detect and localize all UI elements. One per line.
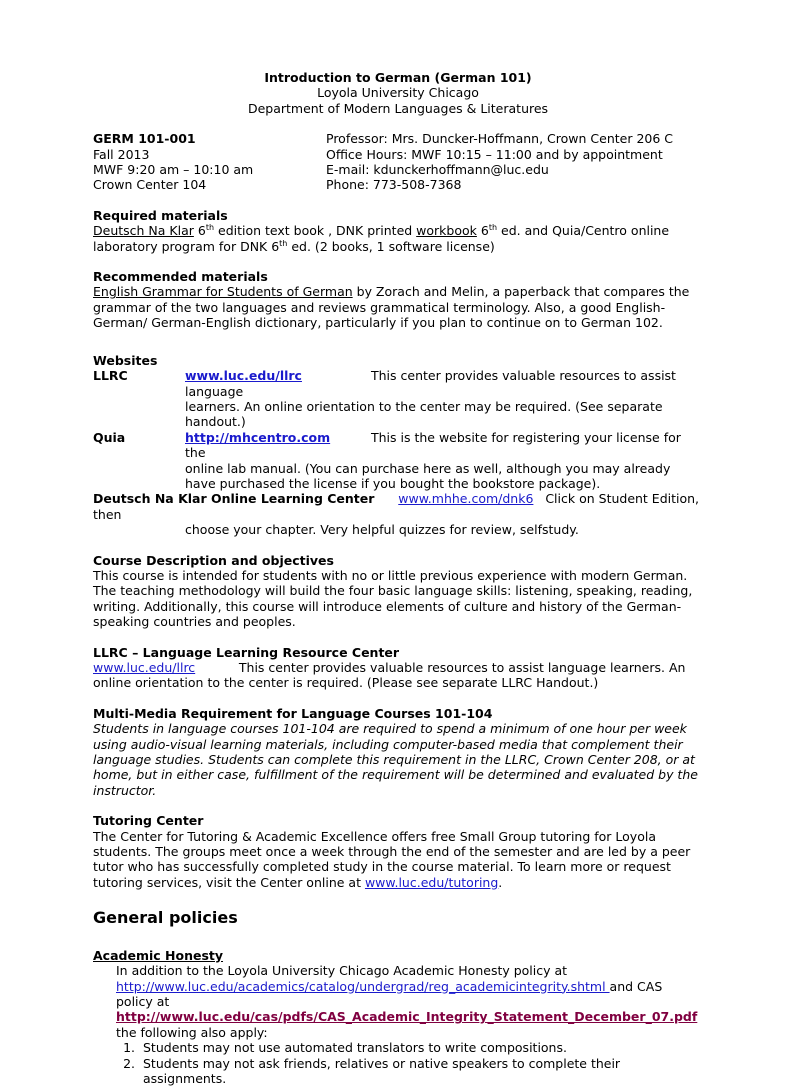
- academic-honesty-apply: the following also apply:: [116, 1024, 268, 1040]
- quia-description-cont: online lab manual. (You can purchase here as well, although you may already have purchased the license if you bought the bookstore package).: [185, 460, 671, 491]
- required-materials-section: [93, 208, 703, 254]
- academic-honesty-heading: Academic Honesty: [93, 947, 224, 963]
- superscript: th: [279, 238, 288, 248]
- text-span: edition text book , DNK printed: [214, 223, 417, 239]
- academic-honesty-links: [116, 979, 703, 1010]
- university-name: Loyola University Chicago: [317, 85, 479, 101]
- multimedia-section: [93, 706, 703, 798]
- text-span: and CAS policy at: [116, 978, 663, 1009]
- llrc-section-link[interactable]: www.luc.edu/llrc: [93, 660, 196, 675]
- dnk-description-cont: choose your chapter. Very helpful quizzes for review, selfstudy.: [185, 522, 579, 538]
- dnk-website-row: [93, 491, 703, 522]
- academic-honesty-intro: In addition to the Loyola University Chicago Academic Honesty policy at: [116, 963, 568, 979]
- office-hours-line: Office Hours: MWF 10:15 – 11:00 and by appointment: [326, 146, 663, 162]
- tutoring-heading: Tutoring Center: [93, 813, 204, 829]
- recommended-materials-section: [93, 269, 703, 331]
- dnk-label: Deutsch Na Klar Online Learning Center: [93, 491, 375, 507]
- text-span: by Zorach and Melin, a paperback that compares the grammar of the two languages and reviews grammatical terminology. Also, a good English-German/ German-English dictionary, particularly if you plan to continue on to German 102.: [93, 284, 690, 331]
- course-time: MWF 9:20 am – 10:10 am: [93, 162, 254, 178]
- grammar-book-title: English Grammar for Students of German: [93, 284, 353, 300]
- course-room: Crown Center 104: [93, 177, 207, 193]
- academic-honesty-rules: [116, 1040, 703, 1086]
- course-description-section: [93, 553, 703, 630]
- text-span: ed. (2 books, 1 software license): [287, 238, 495, 254]
- dnk-description: Click on Student Edition, then: [93, 491, 700, 522]
- course-info: [93, 131, 703, 193]
- llrc-text: [93, 660, 703, 691]
- course-description-text: This course is intended for students with no or little previous experience with modern German. The teaching methodology will build the four basic language skills: listening, speaking, reading, writing. Additionally, this course will introduce elements of culture and history of the German-speaking countries and peoples.: [93, 567, 693, 630]
- tutoring-text: [93, 829, 703, 891]
- page-title: Introduction to German (German 101): [264, 70, 532, 85]
- quia-link[interactable]: http://mhcentro.com: [185, 429, 331, 445]
- textbook-title: Deutsch Na Klar: [93, 223, 194, 239]
- list-item: 2. Students may not ask friends, relatives or native speakers to complete their assignments.: [139, 1056, 703, 1086]
- tutoring-section: [93, 813, 703, 890]
- llrc-section: [93, 645, 703, 691]
- llrc-website-row: [93, 368, 703, 399]
- llrc-section-description: This center provides valuable resources to assist language learners. An online orientation to the center is required. (Please see separate LLRC Handout.): [93, 660, 686, 691]
- llrc-label: LLRC: [93, 368, 128, 384]
- multimedia-text: Students in language courses 101-104 are required to spend a minimum of one hour per week using audio-visual learning materials, including computer-based media that complement their language studies. Students can complete this requirement in the LLRC, Crown Center 208, or at home, but in either case, fulfillment of the requirement will be determined and evaluated by the instructor.: [93, 721, 698, 798]
- llrc-description-cont: learners. An online orientation to the center may be required. (See separate handout.): [185, 398, 663, 430]
- quia-label: Quia: [93, 429, 126, 445]
- department-name: Department of Modern Languages & Literatures: [247, 100, 549, 116]
- course-info-right: [326, 131, 703, 193]
- course-code: GERM 101-001: [93, 131, 196, 147]
- course-description-heading: Course Description and objectives: [93, 552, 334, 568]
- llrc-link[interactable]: www.luc.edu/llrc: [185, 368, 302, 384]
- text-span: ed. and Quia/Centro online laboratory program for DNK 6: [93, 223, 670, 254]
- text-span: The Center for Tutoring & Academic Excellence offers free Small Group tutoring for Loyola students. The groups meet once a week through the end of the semester and are led by a peer tutor who has successfully completed study in the course material. To learn more or request tutoring services, visit the Center online at: [93, 828, 691, 890]
- websites-heading: Websites: [93, 352, 158, 368]
- text-span: 6: [193, 223, 206, 239]
- document-header: [93, 70, 703, 116]
- recommended-materials-heading: Recommended materials: [93, 269, 268, 285]
- websites-section: [93, 353, 703, 538]
- superscript: th: [488, 223, 498, 233]
- professor-line: Professor: Mrs. Duncker-Hoffmann, Crown Center 206 C: [326, 131, 674, 147]
- tutoring-link[interactable]: www.luc.edu/tutoring: [364, 874, 499, 890]
- phone-line: Phone: 773-508-7368: [326, 177, 462, 193]
- required-materials-text: [93, 223, 703, 254]
- llrc-heading: LLRC – Language Learning Resource Center: [93, 644, 400, 660]
- quia-website-row: [93, 430, 703, 461]
- dnk-link[interactable]: www.mhhe.com/dnk6: [398, 491, 534, 507]
- text-span: 6: [476, 223, 489, 239]
- workbook-label: workbook: [416, 223, 477, 239]
- multimedia-heading: Multi-Media Requirement for Language Courses 101-104: [93, 705, 493, 721]
- document-page: [93, 70, 703, 1086]
- cas-policy-link[interactable]: http://www.luc.edu/cas/pdfs/CAS_Academic_Integrity_Statement_December_07.pdf: [116, 1009, 698, 1025]
- text-span: .: [498, 874, 503, 890]
- general-policies-heading: General policies: [93, 908, 238, 928]
- quia-description: This is the website for registering your license for the: [185, 429, 681, 461]
- required-materials-heading: Required materials: [93, 207, 228, 223]
- course-info-left: [93, 131, 326, 193]
- list-item: 1. Students may not use automated translators to write compositions.: [139, 1040, 703, 1055]
- course-term: Fall 2013: [93, 146, 150, 162]
- superscript: th: [205, 223, 215, 233]
- email-line: E-mail: kdunckerhoffmann@luc.edu: [326, 162, 549, 178]
- academic-honesty-body: [93, 963, 703, 1086]
- academic-integrity-link[interactable]: http://www.luc.edu/academics/catalog/undergrad/reg_academicintegrity.shtml: [116, 978, 610, 994]
- academic-honesty-section: [93, 948, 703, 1086]
- llrc-description: This center provides valuable resources to assist language: [185, 368, 676, 399]
- recommended-materials-text: [93, 284, 703, 330]
